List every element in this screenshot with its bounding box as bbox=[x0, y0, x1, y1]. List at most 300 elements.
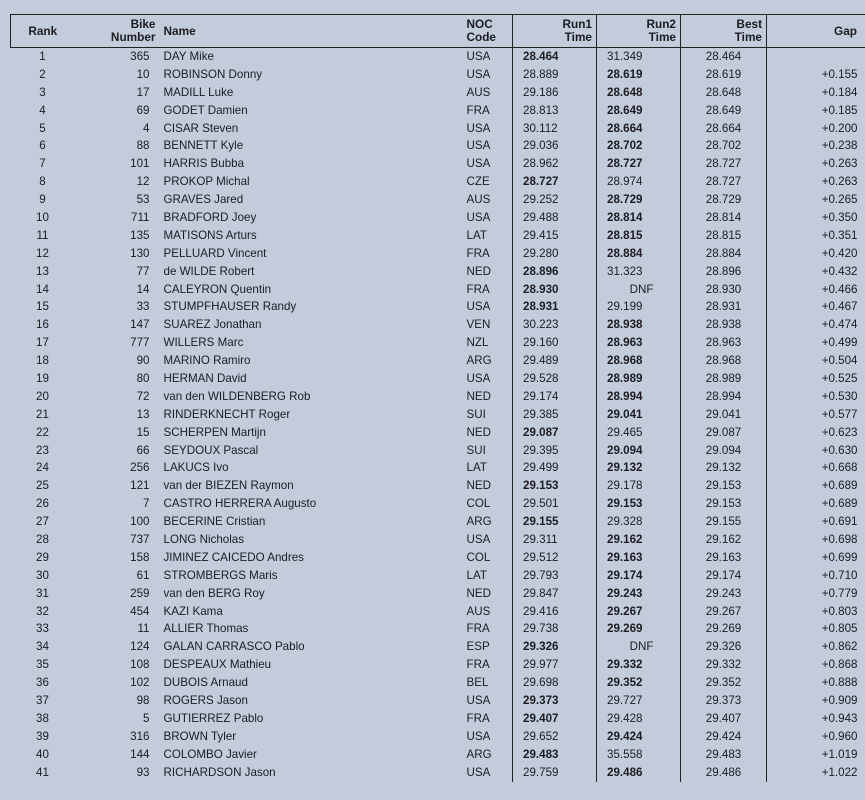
rank-cell: 40 bbox=[36, 747, 49, 761]
rider-name-cell: van den WILDENBERG Rob bbox=[163, 389, 311, 403]
run1-time-cell: 29.759 bbox=[513, 764, 597, 782]
rider-name-cell: GALAN CARRASCO Pablo bbox=[163, 640, 305, 654]
gap-cell: +0.467 bbox=[767, 298, 865, 316]
gap-cell: +0.504 bbox=[767, 352, 865, 370]
rank-cell: 17 bbox=[36, 336, 49, 350]
gap-cell: +0.689 bbox=[767, 495, 865, 513]
run2-time-cell: 29.332 bbox=[597, 656, 681, 674]
table-row bbox=[11, 424, 865, 442]
rider-name-cell: BENNETT Kyle bbox=[163, 139, 244, 153]
gap-cell: +0.184 bbox=[767, 84, 865, 102]
rider-name-cell: van den BERG Roy bbox=[163, 586, 265, 600]
run2-time-cell: 29.199 bbox=[597, 298, 681, 316]
noc-code-cell: USA bbox=[466, 532, 491, 546]
gap-cell: +0.263 bbox=[767, 155, 865, 173]
rider-name-cell: DUBOIS Arnaud bbox=[163, 676, 248, 690]
run2-time-cell: 29.267 bbox=[597, 603, 681, 621]
table-row bbox=[11, 495, 865, 513]
bike-number-cell: 777 bbox=[130, 336, 150, 350]
gap-cell: +1.019 bbox=[767, 746, 865, 764]
rank-cell: 20 bbox=[36, 389, 49, 403]
noc-code-cell: AUS bbox=[466, 193, 491, 207]
best-time-cell: 29.483 bbox=[681, 746, 767, 764]
run1-time-cell: 28.930 bbox=[513, 281, 597, 299]
gap-cell: +0.238 bbox=[767, 137, 865, 155]
rank-cell: 1 bbox=[39, 49, 46, 63]
bike-number-cell: 77 bbox=[136, 264, 150, 278]
best-time-cell: 28.896 bbox=[681, 263, 767, 281]
table-row bbox=[11, 334, 865, 352]
run1-time-cell: 29.488 bbox=[513, 209, 597, 227]
gap-cell: +0.779 bbox=[767, 585, 865, 603]
table-row bbox=[11, 692, 865, 710]
gap-cell: +0.263 bbox=[767, 173, 865, 191]
table-row bbox=[11, 209, 865, 227]
best-time-cell: 28.968 bbox=[681, 352, 767, 370]
table-row bbox=[11, 638, 865, 656]
gap-cell: +0.805 bbox=[767, 621, 865, 639]
noc-code-cell: NED bbox=[466, 389, 491, 403]
gap-header: Gap bbox=[767, 15, 865, 48]
run1-time-cell: 29.499 bbox=[513, 459, 597, 477]
rider-name-cell: van der BIEZEN Raymon bbox=[163, 479, 294, 493]
table-row bbox=[11, 442, 865, 460]
bike-number-cell: 14 bbox=[136, 282, 150, 296]
rider-name-cell: DAY Mike bbox=[163, 49, 214, 63]
best-time-cell: 29.352 bbox=[681, 674, 767, 692]
rank-cell: 26 bbox=[36, 497, 49, 511]
rank-cell: 39 bbox=[36, 729, 49, 743]
run2-time-cell: 29.424 bbox=[597, 728, 681, 746]
gap-cell: +0.351 bbox=[767, 227, 865, 245]
best-time-cell: 29.153 bbox=[681, 477, 767, 495]
rider-name-cell: MARINO Ramiro bbox=[163, 354, 251, 368]
rank-cell: 13 bbox=[36, 264, 49, 278]
noc-code-cell: FRA bbox=[466, 103, 490, 117]
rider-name-cell: RINDERKNECHT Roger bbox=[163, 407, 291, 421]
run2-time-cell: 28.664 bbox=[597, 120, 681, 138]
rank-cell: 4 bbox=[39, 103, 46, 117]
bike-number-cell: 33 bbox=[136, 300, 150, 314]
rank-cell: 32 bbox=[36, 604, 49, 618]
gap-cell: +0.530 bbox=[767, 388, 865, 406]
run1-time-cell: 29.512 bbox=[513, 549, 597, 567]
bike-number-cell: 53 bbox=[136, 193, 150, 207]
run1-time-cell: 29.252 bbox=[513, 191, 597, 209]
header-row bbox=[11, 15, 865, 48]
rank-cell: 19 bbox=[36, 371, 49, 385]
noc-code-cell: ESP bbox=[466, 640, 490, 654]
bike-number-cell: 147 bbox=[130, 318, 150, 332]
bike-number-cell: 98 bbox=[136, 694, 150, 707]
best-time-cell: 29.332 bbox=[681, 656, 767, 674]
table-row bbox=[11, 48, 865, 66]
bike-number-cell: 124 bbox=[130, 640, 150, 654]
table-row bbox=[11, 298, 865, 316]
rider-name-cell: LONG Nicholas bbox=[163, 532, 245, 546]
table-row bbox=[11, 585, 865, 603]
rank-cell: 11 bbox=[36, 228, 49, 242]
gap-cell: +0.623 bbox=[767, 424, 865, 442]
rank-cell: 41 bbox=[36, 765, 49, 779]
rider-name-cell: PELLUARD Vincent bbox=[163, 246, 267, 260]
rider-name-cell: COLOMBO Javier bbox=[163, 747, 257, 761]
best-time-cell: 29.326 bbox=[681, 638, 767, 656]
run1-time-cell: 28.962 bbox=[513, 155, 597, 173]
bike-number-cell: 72 bbox=[136, 389, 150, 403]
run1-time-cell: 29.652 bbox=[513, 728, 597, 746]
rank-header: Rank bbox=[11, 15, 75, 48]
run2-time-cell: 29.162 bbox=[597, 531, 681, 549]
rider-name-cell: SUAREZ Jonathan bbox=[163, 318, 262, 332]
run2-time-cell: 29.428 bbox=[597, 710, 681, 728]
bike-number-cell: 13 bbox=[136, 407, 150, 421]
rider-name-cell: KAZI Kama bbox=[163, 604, 223, 618]
noc-code-cell: FRA bbox=[466, 711, 490, 725]
table-row bbox=[11, 513, 865, 531]
rider-name-cell: STROMBERGS Maris bbox=[163, 568, 278, 582]
noc-code-cell: SUI bbox=[466, 407, 486, 421]
gap-cell: +0.200 bbox=[767, 120, 865, 138]
run2-time-header: Run2 Time bbox=[597, 15, 681, 48]
run1-time-header: Run1 Time bbox=[513, 15, 597, 48]
run2-time-cell: 29.269 bbox=[597, 621, 681, 639]
rank-cell: 5 bbox=[39, 121, 46, 135]
rank-cell: 29 bbox=[36, 550, 49, 564]
gap-cell: +0.909 bbox=[767, 692, 865, 710]
best-time-cell: 28.931 bbox=[681, 298, 767, 316]
table-row bbox=[11, 227, 865, 245]
table-row bbox=[11, 764, 865, 782]
bike-number-cell: 158 bbox=[130, 550, 150, 564]
best-time-cell: 28.994 bbox=[681, 388, 767, 406]
bike-number-cell: 256 bbox=[130, 461, 150, 475]
table-row bbox=[11, 370, 865, 388]
noc-code-cell: LAT bbox=[466, 461, 487, 475]
gap-cell: +0.888 bbox=[767, 674, 865, 692]
best-time-cell: 28.649 bbox=[681, 102, 767, 120]
gap-cell: +0.668 bbox=[767, 459, 865, 477]
noc-code-cell: USA bbox=[466, 765, 491, 779]
table-row bbox=[11, 263, 865, 281]
rank-cell: 21 bbox=[36, 407, 49, 421]
noc-code-cell: USA bbox=[466, 729, 491, 743]
run1-time-cell: 28.727 bbox=[513, 173, 597, 191]
best-time-cell: 29.407 bbox=[681, 710, 767, 728]
run1-time-cell: 28.896 bbox=[513, 263, 597, 281]
best-time-cell: 29.162 bbox=[681, 531, 767, 549]
run2-time-cell: 29.352 bbox=[597, 674, 681, 692]
rider-name-cell: DESPEAUX Mathieu bbox=[163, 658, 272, 672]
best-time-cell: 28.619 bbox=[681, 66, 767, 84]
noc-code-cell: VEN bbox=[466, 318, 491, 332]
table-row bbox=[11, 549, 865, 567]
table-row bbox=[11, 281, 865, 299]
rank-cell: 2 bbox=[39, 67, 46, 81]
rank-cell: 34 bbox=[36, 640, 49, 654]
noc-code-cell: USA bbox=[466, 67, 491, 81]
rank-cell: 15 bbox=[36, 300, 49, 314]
best-time-cell: 28.884 bbox=[681, 245, 767, 263]
table-row bbox=[11, 728, 865, 746]
best-time-cell: 28.702 bbox=[681, 137, 767, 155]
run1-time-cell: 29.416 bbox=[513, 603, 597, 621]
gap-cell: +0.689 bbox=[767, 477, 865, 495]
table-row bbox=[11, 459, 865, 477]
rank-cell: 14 bbox=[36, 282, 49, 296]
noc-code-cell: FRA bbox=[466, 658, 490, 672]
best-time-cell: 28.664 bbox=[681, 120, 767, 138]
gap-cell: +0.943 bbox=[767, 710, 865, 728]
rank-cell: 24 bbox=[36, 461, 49, 475]
noc-code-cell: COL bbox=[466, 497, 491, 511]
bike-number-cell: 93 bbox=[136, 765, 150, 779]
bike-number-cell: 80 bbox=[136, 371, 150, 385]
bike-number-cell: 17 bbox=[136, 85, 150, 99]
noc-code-header: NOC Code bbox=[463, 15, 513, 48]
noc-code-cell: SUI bbox=[466, 443, 486, 457]
gap-cell bbox=[767, 48, 865, 66]
gap-cell: +0.691 bbox=[767, 513, 865, 531]
table-row bbox=[11, 137, 865, 155]
table-row bbox=[11, 567, 865, 585]
run1-time-cell: 29.087 bbox=[513, 424, 597, 442]
best-time-cell: 28.938 bbox=[681, 316, 767, 334]
table-row bbox=[11, 352, 865, 370]
best-time-cell: 28.464 bbox=[681, 48, 767, 66]
run1-time-cell: 30.223 bbox=[513, 316, 597, 334]
run1-time-cell: 29.373 bbox=[513, 692, 597, 710]
noc-code-cell: FRA bbox=[466, 622, 490, 636]
results-body bbox=[11, 48, 865, 782]
rider-name-cell: de WILDE Robert bbox=[163, 264, 255, 278]
run2-time-cell: 29.041 bbox=[597, 406, 681, 424]
gap-cell: +0.474 bbox=[767, 316, 865, 334]
bike-number-cell: 66 bbox=[136, 443, 150, 457]
bike-number-cell: 69 bbox=[136, 103, 150, 117]
run2-time-cell: 28.994 bbox=[597, 388, 681, 406]
bike-number-cell: 100 bbox=[130, 515, 150, 529]
rank-cell: 37 bbox=[36, 694, 49, 707]
noc-code-cell: NZL bbox=[466, 336, 489, 350]
table-row bbox=[11, 603, 865, 621]
run1-time-cell: 29.407 bbox=[513, 710, 597, 728]
rider-name-cell: CASTRO HERRERA Augusto bbox=[163, 497, 317, 511]
rank-cell: 6 bbox=[39, 139, 46, 153]
best-time-cell: 28.814 bbox=[681, 209, 767, 227]
table-row bbox=[11, 388, 865, 406]
run1-time-cell: 29.793 bbox=[513, 567, 597, 585]
rank-cell: 28 bbox=[36, 532, 49, 546]
run1-time-cell: 30.112 bbox=[513, 120, 597, 138]
bike-number-cell: 12 bbox=[136, 175, 150, 189]
noc-code-cell: ARG bbox=[466, 515, 492, 529]
noc-code-cell: COL bbox=[466, 550, 491, 564]
run1-time-cell: 29.501 bbox=[513, 495, 597, 513]
results-table bbox=[10, 14, 865, 782]
gap-cell: +0.577 bbox=[767, 406, 865, 424]
gap-cell: +1.022 bbox=[767, 764, 865, 782]
rank-cell: 38 bbox=[36, 711, 49, 725]
run2-time-cell: 29.465 bbox=[597, 424, 681, 442]
rider-name-cell: RICHARDSON Jason bbox=[163, 765, 276, 779]
best-time-cell: 28.648 bbox=[681, 84, 767, 102]
noc-code-cell: NED bbox=[466, 425, 491, 439]
noc-code-cell: NED bbox=[466, 264, 491, 278]
table-row bbox=[11, 84, 865, 102]
run1-time-cell: 29.186 bbox=[513, 84, 597, 102]
run2-time-cell: 28.814 bbox=[597, 209, 681, 227]
run1-time-cell: 29.153 bbox=[513, 477, 597, 495]
rider-name-cell: SEYDOUX Pascal bbox=[163, 443, 259, 457]
run2-time-cell: 28.938 bbox=[597, 316, 681, 334]
gap-cell: +0.960 bbox=[767, 728, 865, 746]
noc-code-cell: USA bbox=[466, 49, 491, 63]
run2-time-cell: 31.349 bbox=[597, 48, 681, 66]
run2-time-cell: 28.989 bbox=[597, 370, 681, 388]
gap-cell: +0.862 bbox=[767, 638, 865, 656]
noc-code-cell: USA bbox=[466, 300, 491, 314]
rider-name-cell: LAKUCS Ivo bbox=[163, 461, 229, 475]
run1-time-cell: 29.326 bbox=[513, 638, 597, 656]
bike-number-cell: 4 bbox=[143, 121, 150, 135]
noc-code-cell: USA bbox=[466, 210, 491, 224]
run1-time-cell: 29.415 bbox=[513, 227, 597, 245]
run2-time-cell: DNF bbox=[597, 638, 681, 656]
run1-time-cell: 29.528 bbox=[513, 370, 597, 388]
best-time-cell: 29.087 bbox=[681, 424, 767, 442]
table-row bbox=[11, 245, 865, 263]
best-time-cell: 29.267 bbox=[681, 603, 767, 621]
run2-time-cell: 29.163 bbox=[597, 549, 681, 567]
bike-number-cell: 10 bbox=[136, 67, 150, 81]
rider-name-cell: GODET Damien bbox=[163, 103, 248, 117]
run1-time-cell: 29.036 bbox=[513, 137, 597, 155]
bike-number-cell: 135 bbox=[130, 228, 150, 242]
noc-code-cell: USA bbox=[466, 371, 491, 385]
rider-name-cell: BROWN Tyler bbox=[163, 729, 237, 743]
rank-cell: 18 bbox=[36, 354, 49, 368]
run1-time-cell: 29.311 bbox=[513, 531, 597, 549]
noc-code-cell: ARG bbox=[466, 354, 492, 368]
bike-number-cell: 454 bbox=[130, 604, 150, 618]
bike-number-cell: 737 bbox=[130, 532, 150, 546]
noc-code-cell: AUS bbox=[466, 604, 491, 618]
run1-time-cell: 28.813 bbox=[513, 102, 597, 120]
run1-time-cell: 29.160 bbox=[513, 334, 597, 352]
table-row bbox=[11, 406, 865, 424]
rank-cell: 31 bbox=[36, 586, 49, 600]
bike-number-cell: 101 bbox=[130, 157, 150, 171]
run2-time-cell: 29.243 bbox=[597, 585, 681, 603]
run2-time-cell: 28.648 bbox=[597, 84, 681, 102]
noc-code-cell: NED bbox=[466, 479, 491, 493]
rank-cell: 25 bbox=[36, 479, 49, 493]
bike-number-cell: 711 bbox=[131, 210, 150, 224]
run2-time-cell: 29.132 bbox=[597, 459, 681, 477]
rider-name-cell: GUTIERREZ Pablo bbox=[163, 711, 264, 725]
best-time-cell: 29.269 bbox=[681, 621, 767, 639]
bike-number-cell: 259 bbox=[130, 586, 150, 600]
table-row bbox=[11, 66, 865, 84]
gap-cell: +0.630 bbox=[767, 442, 865, 460]
run2-time-cell: 28.619 bbox=[597, 66, 681, 84]
table-row bbox=[11, 621, 865, 639]
run2-time-cell: 28.727 bbox=[597, 155, 681, 173]
bike-number-header: Bike Number bbox=[75, 15, 160, 48]
rank-cell: 22 bbox=[36, 425, 49, 439]
gap-cell: +0.466 bbox=[767, 281, 865, 299]
noc-code-cell: LAT bbox=[466, 568, 487, 582]
rider-name-cell: STUMPFHAUSER Randy bbox=[163, 300, 297, 314]
run2-time-cell: 29.153 bbox=[597, 495, 681, 513]
gap-cell: +0.155 bbox=[767, 66, 865, 84]
run1-time-cell: 28.464 bbox=[513, 48, 597, 66]
rider-name-cell: MATISONS Arturs bbox=[163, 228, 257, 242]
bike-number-cell: 7 bbox=[143, 497, 150, 511]
rank-cell: 35 bbox=[36, 658, 49, 672]
bike-number-cell: 144 bbox=[130, 747, 150, 761]
best-time-cell: 29.163 bbox=[681, 549, 767, 567]
bike-number-cell: 102 bbox=[130, 676, 150, 690]
best-time-cell: 28.963 bbox=[681, 334, 767, 352]
run1-time-cell: 29.395 bbox=[513, 442, 597, 460]
gap-cell: +0.525 bbox=[767, 370, 865, 388]
table-row bbox=[11, 316, 865, 334]
gap-cell: +0.432 bbox=[767, 263, 865, 281]
run2-time-cell: 28.815 bbox=[597, 227, 681, 245]
rider-name-cell: CALEYRON Quentin bbox=[163, 282, 272, 296]
run1-time-cell: 29.847 bbox=[513, 585, 597, 603]
best-time-cell: 29.424 bbox=[681, 728, 767, 746]
best-time-cell: 29.243 bbox=[681, 585, 767, 603]
bike-number-cell: 130 bbox=[130, 246, 150, 260]
best-time-cell: 28.727 bbox=[681, 155, 767, 173]
run1-time-cell: 29.977 bbox=[513, 656, 597, 674]
gap-cell: +0.868 bbox=[767, 656, 865, 674]
name-header: Name bbox=[160, 15, 463, 48]
bike-number-cell: 15 bbox=[136, 425, 150, 439]
noc-code-cell: USA bbox=[466, 694, 491, 707]
rank-cell: 33 bbox=[36, 622, 49, 636]
bike-number-cell: 365 bbox=[130, 49, 150, 63]
rider-name-cell: CISAR Steven bbox=[163, 121, 239, 135]
table-row bbox=[11, 102, 865, 120]
run1-time-cell: 29.385 bbox=[513, 406, 597, 424]
best-time-cell: 29.132 bbox=[681, 459, 767, 477]
noc-code-cell: ARG bbox=[466, 747, 492, 761]
bike-number-cell: 88 bbox=[136, 139, 150, 153]
best-time-cell: 28.815 bbox=[681, 227, 767, 245]
rider-name-cell: PROKOP Michal bbox=[163, 175, 250, 189]
rider-name-cell: GRAVES Jared bbox=[163, 193, 244, 207]
best-time-cell: 28.989 bbox=[681, 370, 767, 388]
run1-time-cell: 29.738 bbox=[513, 621, 597, 639]
rank-cell: 23 bbox=[36, 443, 49, 457]
gap-cell: +0.803 bbox=[767, 603, 865, 621]
table-row bbox=[11, 120, 865, 138]
rider-name-cell: HARRIS Bubba bbox=[163, 157, 245, 171]
run1-time-cell: 28.931 bbox=[513, 298, 597, 316]
table-row bbox=[11, 656, 865, 674]
noc-code-cell: LAT bbox=[466, 228, 487, 242]
run2-time-cell: 35.558 bbox=[597, 746, 681, 764]
run1-time-cell: 29.155 bbox=[513, 513, 597, 531]
rider-name-cell: JIMINEZ CAICEDO Andres bbox=[163, 550, 304, 564]
best-time-cell: 28.729 bbox=[681, 191, 767, 209]
gap-cell: +0.710 bbox=[767, 567, 865, 585]
run2-time-cell: 29.486 bbox=[597, 764, 681, 782]
